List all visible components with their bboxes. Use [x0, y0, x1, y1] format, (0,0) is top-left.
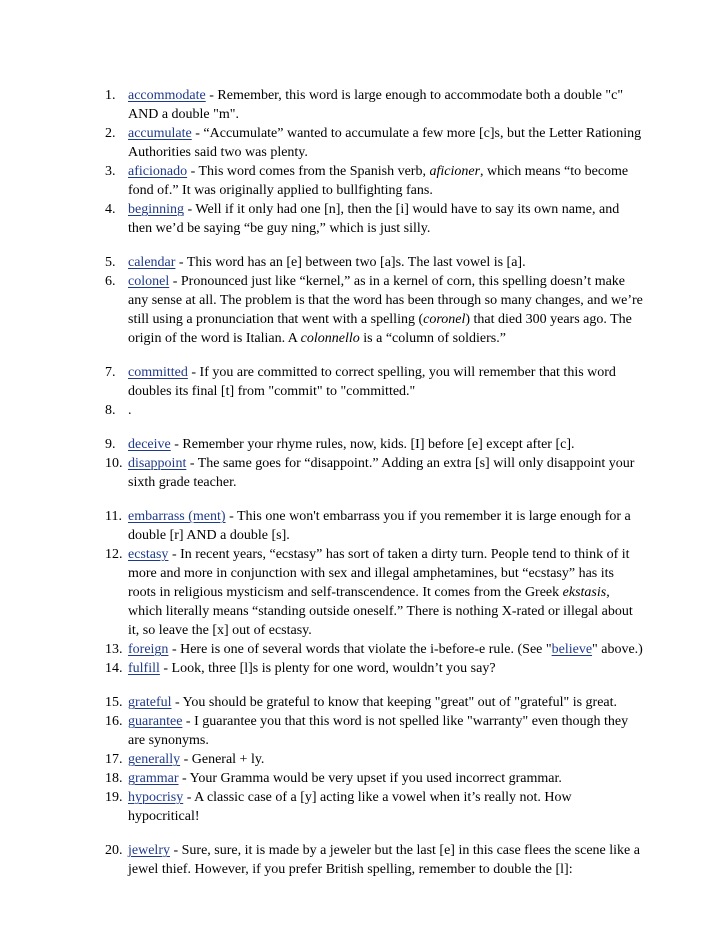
- word-link-hypocrisy[interactable]: hypocrisy: [128, 790, 184, 805]
- item-text: - Your Gramma would be very upset if you used incorrect grammar.: [178, 771, 562, 786]
- word-link-embarrass[interactable]: embarrass (ment): [128, 509, 226, 524]
- word-link-fulfill[interactable]: fulfill: [128, 661, 160, 676]
- list-item-accumulate: [105, 124, 645, 162]
- list-item-committed: [105, 363, 645, 401]
- word-link-aficionado[interactable]: aficionado: [128, 164, 188, 179]
- item-number: 13.: [105, 642, 123, 657]
- list-item-grateful: [105, 693, 645, 712]
- item-text: - This one won't embarrass you if you remember it is large enough for a double [r] AND a double [s].: [128, 509, 631, 543]
- word-link-generally[interactable]: generally: [128, 752, 181, 767]
- list-item-guarantee: [105, 712, 645, 750]
- word-link-deceive[interactable]: deceive: [128, 437, 171, 452]
- item-text: , which means “to become fond of.” It was originally applied to bullfighting fans.: [128, 164, 629, 198]
- item-text: - This word has an [e] between two [a]s. The last vowel is [a].: [175, 255, 526, 270]
- list-item-beginning: [105, 200, 645, 238]
- item-text: - A classic case of a [y] acting like a vowel when it’s really not. How hypocritical!: [128, 790, 572, 824]
- word-link-committed[interactable]: committed: [128, 365, 188, 380]
- item-number: 8.: [105, 403, 116, 418]
- item-text: - In recent years, “ecstasy” has sort of taken a dirty turn. People tend to think of it more and more in conjunction with sex and illegal amphetamines, but “ecstasy” has its roots in religious mysticism and self-transcendence. It comes from the Greek: [128, 547, 630, 600]
- item-text: - The same goes for “disappoint.” Adding an extra [s] will only disappoint your sixth grade teacher.: [128, 456, 635, 490]
- item-text: ) that died 300 years ago. The origin of the word is Italian. A: [128, 312, 632, 346]
- item-text: , which literally means “standing outside oneself.” There is nothing X-rated or illegal about it, so leave the [x] out of ecstasy.: [128, 585, 633, 638]
- item-number: 16.: [105, 714, 123, 729]
- item-number: 4.: [105, 202, 116, 217]
- item-number: 17.: [105, 752, 123, 767]
- item-text: - You should be grateful to know that keeping "great" out of "grateful" is great.: [171, 695, 618, 710]
- item-number: 19.: [105, 790, 123, 805]
- item-text: - Here is one of several words that violate the i-before-e rule. (See ": [168, 642, 552, 657]
- item-number: 5.: [105, 255, 116, 270]
- item-text: - Remember, this word is large enough to accommodate both a double "c" AND a double "m".: [128, 88, 624, 122]
- item-text: - Remember your rhyme rules, now, kids. [I] before [e] except after [c].: [170, 437, 575, 452]
- list-item-empty: [105, 401, 645, 420]
- item-text: - This word comes from the Spanish verb,: [187, 164, 430, 179]
- list-item-hypocrisy: [105, 788, 645, 826]
- list-item-generally: [105, 750, 645, 769]
- word-link-accommodate[interactable]: accommodate: [128, 88, 206, 103]
- list-item-jewelry: [105, 841, 645, 879]
- item-text: " above.): [592, 642, 643, 657]
- item-number: 11.: [105, 509, 122, 524]
- list-item-aficionado: [105, 162, 645, 200]
- item-number: 18.: [105, 771, 123, 786]
- item-number: 15.: [105, 695, 123, 710]
- list-item-fulfill: [105, 659, 645, 678]
- word-link-guarantee[interactable]: guarantee: [128, 714, 183, 729]
- item-text: - General + ly.: [180, 752, 265, 767]
- item-number: 14.: [105, 661, 123, 676]
- item-text: - Pronounced just like “kernel,” as in a kernel of corn, this spelling doesn’t make any sense at all. The problem is that the word has been through so many changes, and we’re still using a pronunciation that went with a spelling (: [128, 274, 643, 327]
- word-link-ecstasy[interactable]: ecstasy: [128, 547, 169, 562]
- item-text: - I guarantee you that this word is not spelled like "warranty" even though they are synonyms.: [128, 714, 629, 748]
- word-link-accumulate[interactable]: accumulate: [128, 126, 192, 141]
- item-text-italic: coronel: [423, 312, 466, 327]
- list-item-ecstasy: [105, 545, 645, 640]
- spelling-word-list: [105, 86, 645, 879]
- item-number: 7.: [105, 365, 116, 380]
- list-item-grammar: [105, 769, 645, 788]
- item-text: is a “column of soldiers.”: [359, 331, 506, 346]
- word-link-calendar[interactable]: calendar: [128, 255, 176, 270]
- word-link-colonel[interactable]: colonel: [128, 274, 170, 289]
- item-text-italic: ekstasis: [562, 585, 607, 600]
- item-text: .: [128, 403, 132, 418]
- word-link-foreign[interactable]: foreign: [128, 642, 169, 657]
- item-number: 2.: [105, 126, 116, 141]
- word-link-grammar[interactable]: grammar: [128, 771, 179, 786]
- item-text: - Well if it only had one [n], then the [i] would have to say its own name, and then we’d be saying “be guy ning,” which is just silly.: [128, 202, 620, 236]
- item-number: 20.: [105, 843, 123, 858]
- word-link-jewelry[interactable]: jewelry: [128, 843, 170, 858]
- word-link-grateful[interactable]: grateful: [128, 695, 172, 710]
- word-link-beginning[interactable]: beginning: [128, 202, 184, 217]
- item-text-italic: colonnello: [300, 331, 360, 346]
- item-number: 6.: [105, 274, 116, 289]
- list-item-accommodate: [105, 86, 645, 124]
- item-text: - Sure, sure, it is made by a jeweler but the last [e] in this case flees the scene like a jewel thief. However, if you prefer British spelling, remember to double the [l]:: [128, 843, 640, 877]
- item-text: - “Accumulate” wanted to accumulate a few more [c]s, but the Letter Rationing Authorities said two was plenty.: [128, 126, 642, 160]
- item-number: 3.: [105, 164, 116, 179]
- list-item-deceive: [105, 435, 645, 454]
- item-text: - Look, three [l]s is plenty for one word, wouldn’t you say?: [159, 661, 496, 676]
- list-item-embarrass: [105, 507, 645, 545]
- list-item-colonel: [105, 272, 645, 348]
- list-item-calendar: [105, 253, 645, 272]
- item-number: 10.: [105, 456, 123, 471]
- item-number: 12.: [105, 547, 123, 562]
- item-text-italic: aficioner: [429, 164, 481, 179]
- word-link-disappoint[interactable]: disappoint: [128, 456, 187, 471]
- list-item-foreign: [105, 640, 645, 659]
- word-link-believe[interactable]: believe: [551, 642, 593, 657]
- item-number: 9.: [105, 437, 116, 452]
- item-text: - If you are committed to correct spelling, you will remember that this word doubles its final [t] from "commit" to "committed.": [128, 365, 616, 399]
- list-item-disappoint: [105, 454, 645, 492]
- item-number: 1.: [105, 88, 116, 103]
